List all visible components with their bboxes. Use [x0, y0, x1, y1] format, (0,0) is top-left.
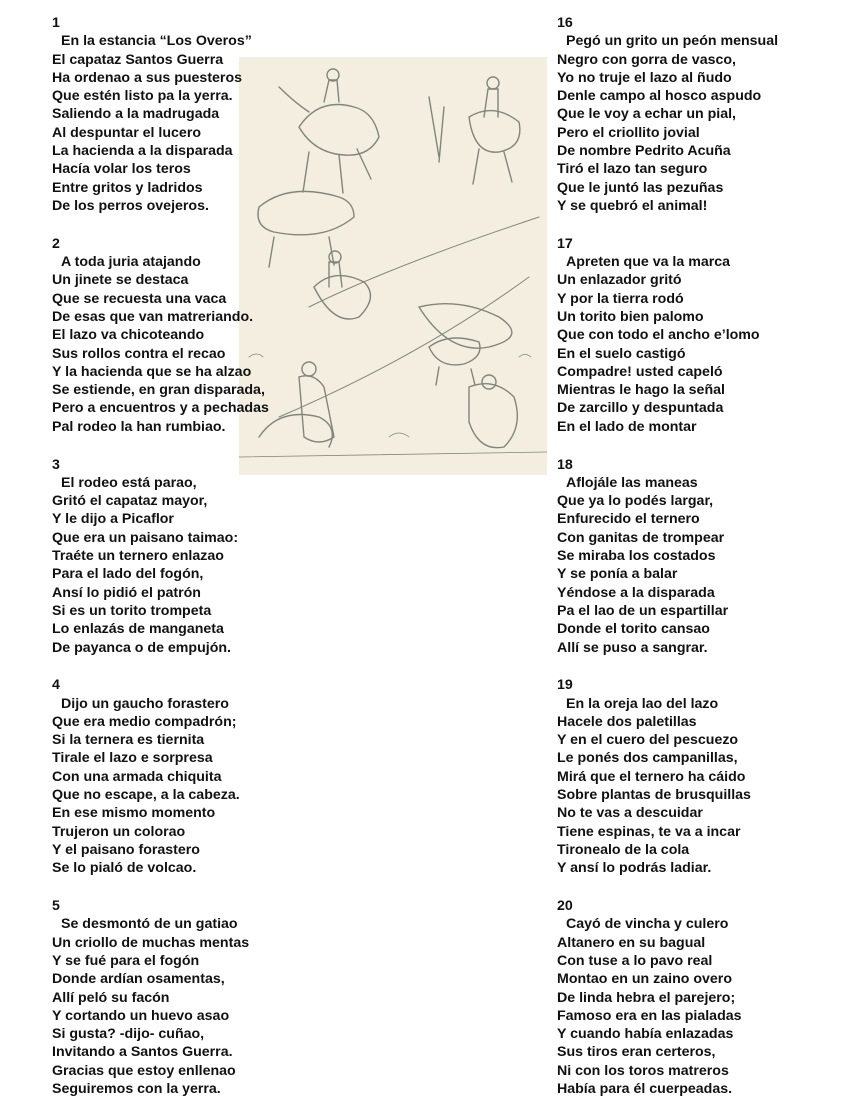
verse-line: Que con todo el ancho e’lomo	[557, 327, 760, 344]
verse-line: Y el paisano forastero	[52, 841, 200, 858]
verse-line: Entre gritos y ladridos	[52, 179, 203, 196]
verse-line: Seguiremos con la yerra.	[52, 1081, 221, 1098]
verse-line: Y ansí lo podrás ladiar.	[557, 860, 712, 877]
verse-line: Y se fué para el fogón	[52, 952, 200, 969]
verse-line: Un enlazador gritó	[557, 272, 682, 289]
stanza-number: 16	[557, 15, 573, 31]
verse-line: Se miraba los costados	[557, 548, 716, 565]
stanza-4	[52, 676, 352, 877]
stanza-number: 2	[52, 235, 60, 252]
verse-line: Pegó un grito un peón mensual	[566, 33, 779, 50]
verse-line: Invitando a Santos Guerra.	[52, 1044, 233, 1061]
verse-line: Ni con los toros matreros	[557, 1062, 729, 1079]
stanza-number: 19	[557, 677, 573, 694]
verse-line: Enfurecido el ternero	[557, 511, 700, 528]
verse-line: Se lo pialó de volcao.	[52, 860, 197, 877]
verse-line: De payanca o de empujón.	[52, 639, 231, 656]
verse-line: Compadre! usted capeló	[557, 363, 723, 380]
verse-line: Hacía volar los teros	[52, 161, 191, 178]
verse-line: En la estancia “Los Overos”	[61, 33, 252, 50]
stanza-17	[557, 235, 842, 436]
verse-line: Le ponés dos campanillas,	[557, 750, 738, 767]
verse-line: Tiene espinas, te va a incar	[557, 823, 741, 840]
verse-line: El capataz Santos Guerra	[52, 51, 224, 68]
verse-line: Allí se puso a sangrar.	[557, 639, 708, 656]
verse-line: Mirá que el ternero ha cáido	[557, 768, 746, 785]
verse-line: Se estiende, en gran disparada,	[52, 382, 265, 399]
verse-line: Yo no truje el lazo al ñudo	[557, 69, 732, 86]
verse-line: Un jinete se destaca	[52, 272, 189, 289]
verse-line: Montao en un zaino overo	[557, 971, 732, 988]
verse-line: Que estén listo pa la yerra.	[52, 88, 233, 105]
verse-line: Para el lado del fogón,	[52, 566, 204, 583]
verse-line: Y en el cuero del pescuezo	[557, 732, 739, 749]
stanza-2	[52, 235, 352, 436]
verse-line: Y cuando había enlazadas	[557, 1026, 734, 1043]
right-column	[557, 14, 842, 1118]
verse-line: Tiró el lazo tan seguro	[557, 161, 708, 178]
stanza-19	[557, 676, 842, 877]
verse-line: Gracias que estoy enllenao	[52, 1062, 236, 1079]
verse-line: Ansí lo pidió el patrón	[52, 584, 201, 601]
verse-line: Yéndose a la disparada	[557, 584, 715, 601]
stanza-number: 5	[52, 898, 60, 915]
verse-line: En la oreja lao del lazo	[566, 695, 719, 712]
verse-line: A toda juria atajando	[61, 254, 201, 271]
stanza-number: 20	[557, 898, 573, 915]
verse-line: Sobre plantas de brusquillas	[557, 787, 751, 804]
left-column	[52, 14, 352, 1118]
verse-line: Si gusta? -dijo- cuñao,	[52, 1026, 205, 1043]
verse-line: Mientras le hago la señal	[557, 382, 725, 399]
stanza-number: 3	[52, 456, 60, 473]
stanza-18	[557, 456, 842, 657]
stanza-number: 1	[52, 15, 60, 31]
verse-line: Altanero en su bagual	[557, 934, 706, 951]
verse-line: Ha ordenao a sus puesteros	[52, 69, 243, 86]
verse-line: Trujeron un colorao	[52, 823, 186, 840]
verse-line: Traéte un ternero enlazao	[52, 548, 224, 565]
stanza-number: 18	[557, 456, 573, 473]
verse-line: Pal rodeo la han rumbiao.	[52, 418, 226, 435]
verse-line: Un torito bien palomo	[557, 308, 704, 325]
verse-line: Gritó el capataz mayor,	[52, 493, 208, 510]
verse-line: Tirale el lazo e sorpresa	[52, 750, 213, 767]
verse-line: Si es un torito trompeta	[52, 602, 212, 619]
verse-line: Y cortando un huevo asao	[52, 1007, 230, 1024]
stanza-5	[52, 897, 352, 1098]
verse-line: Que era un paisano taimao:	[52, 529, 239, 546]
verse-line: De nombre Pedrito Acuña	[557, 143, 731, 160]
verse-line: Y por la tierra rodó	[557, 290, 684, 307]
verse-line: En ese mismo momento	[52, 805, 216, 822]
verse-line: Donde el torito cansao	[557, 621, 710, 638]
verse-line: Con tuse a lo pavo real	[557, 952, 713, 969]
stanza-16	[557, 14, 842, 215]
verse-line: Cayó de vincha y culero	[566, 916, 729, 933]
stanza-1	[52, 14, 352, 215]
verse-line: Que le juntó las pezuñas	[557, 179, 724, 196]
stanza-number: 17	[557, 235, 573, 252]
verse-line: Pero el criollito jovial	[557, 124, 700, 141]
verse-line: De linda hebra el parejero;	[557, 989, 736, 1006]
verse-line: La hacienda a la disparada	[52, 143, 233, 160]
verse-line: Con ganitas de trompear	[557, 529, 725, 546]
verse-line: En el lado de montar	[557, 418, 697, 435]
verse-line: Denle campo al hosco aspudo	[557, 88, 762, 105]
verse-line: Que era medio compadrón;	[52, 713, 237, 730]
verse-line: En el suelo castigó	[557, 345, 686, 362]
verse-line: Famoso era en las pialadas	[557, 1007, 742, 1024]
verse-line: Que le voy a echar un pial,	[557, 106, 736, 123]
verse-line: Sus rollos contra el recao	[52, 345, 226, 362]
verse-line: Aflojále las maneas	[566, 474, 698, 491]
stanza-20	[557, 897, 842, 1098]
verse-line: Que se recuesta una vaca	[52, 290, 227, 307]
verse-line: De esas que van matreriando.	[52, 308, 254, 325]
verse-line: De los perros ovejeros.	[52, 197, 209, 214]
stanza-3	[52, 456, 352, 657]
verse-line: Un criollo de muchas mentas	[52, 934, 250, 951]
verse-line: Que ya lo podés largar,	[557, 493, 714, 510]
verse-line: Allí peló su facón	[52, 989, 170, 1006]
verse-line: No te vas a descuidar	[557, 805, 703, 822]
verse-line: Donde ardían osamentas,	[52, 971, 225, 988]
verse-line: Apreten que va la marca	[566, 254, 731, 271]
verse-line: Se desmontó de un gatiao	[61, 916, 238, 933]
verse-line: Y la hacienda que se ha alzao	[52, 363, 252, 380]
verse-line: De zarcillo y despuntada	[557, 400, 724, 417]
verse-line: El lazo va chicoteando	[52, 327, 205, 344]
verse-line: Con una armada chiquita	[52, 768, 222, 785]
verse-line: Saliendo a la madrugada	[52, 106, 220, 123]
verse-line: Y le dijo a Picaflor	[52, 511, 174, 528]
verse-line: Al despuntar el lucero	[52, 124, 202, 141]
verse-line: Pero a encuentros y a pechadas	[52, 400, 269, 417]
stanza-number: 4	[52, 677, 60, 694]
verse-line: Pa el lao de un espartillar	[557, 602, 729, 619]
verse-line: Y se quebró el animal!	[557, 197, 708, 214]
verse-line: El rodeo está parao,	[61, 474, 197, 491]
verse-line: Y se ponía a balar	[557, 566, 678, 583]
verse-line: Había para él cuerpeadas.	[557, 1081, 733, 1098]
verse-line: Que no escape, a la cabeza.	[52, 787, 240, 804]
verse-line: Dijo un gaucho forastero	[61, 695, 229, 712]
verse-line: Lo enlazás de manganeta	[52, 621, 224, 638]
verse-line: Tironealo de la cola	[557, 841, 690, 858]
verse-line: Negro con gorra de vasco,	[557, 51, 736, 68]
verse-line: Sus tiros eran certeros,	[557, 1044, 716, 1061]
verse-line: Si la ternera es tiernita	[52, 732, 205, 749]
verse-line: Hacele dos paletillas	[557, 713, 697, 730]
